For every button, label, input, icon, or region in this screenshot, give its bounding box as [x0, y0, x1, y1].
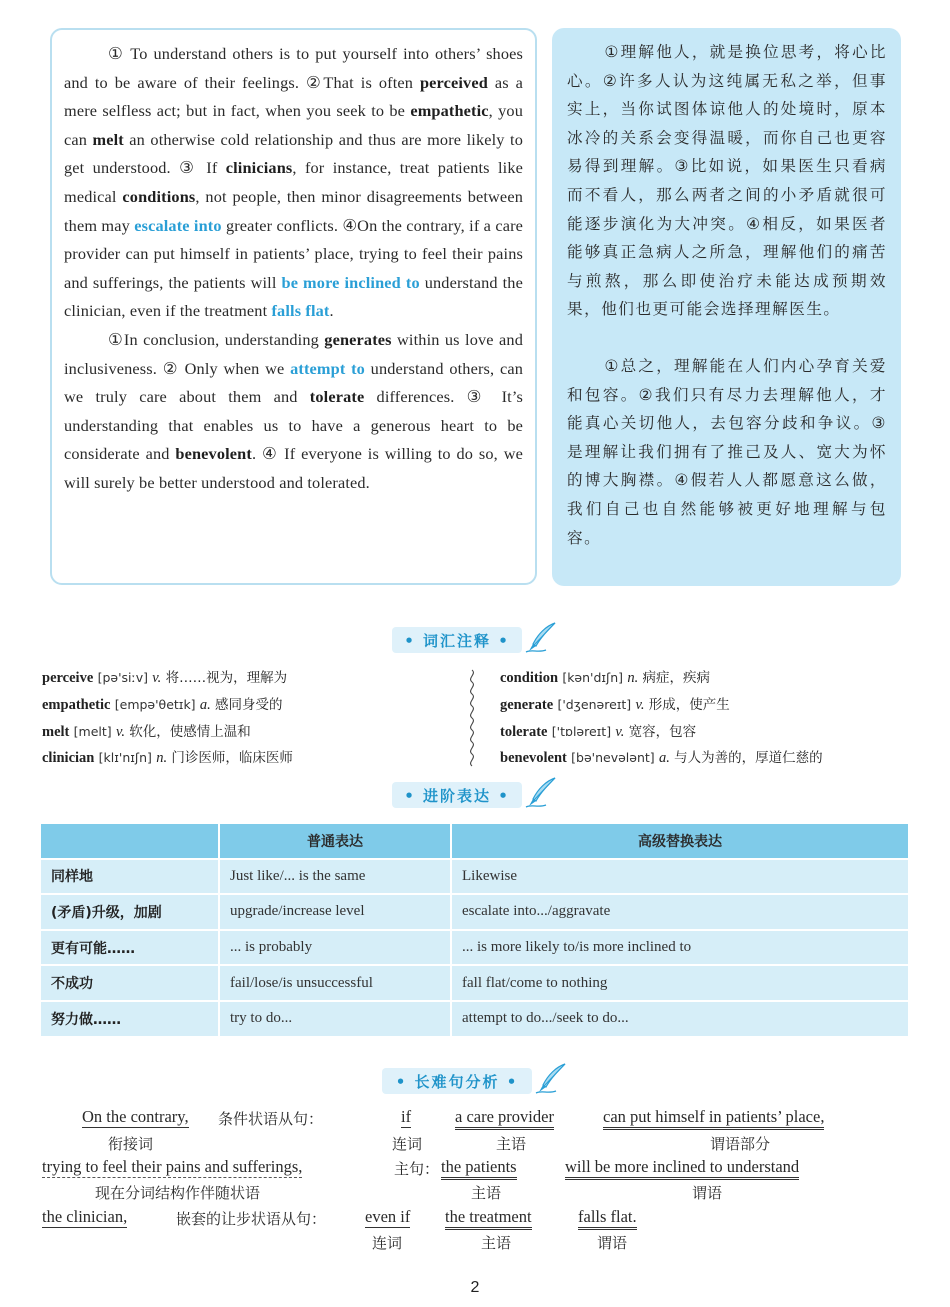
- table-row: [41, 966, 908, 1002]
- vocab-list-right: [500, 665, 823, 772]
- table-header-cell: 普通表达: [218, 824, 450, 860]
- analysis-role-label: 连词: [392, 1135, 423, 1153]
- analysis-predicate: will be more inclined to understand: [565, 1157, 799, 1180]
- analysis-subject: the treatment: [445, 1207, 532, 1230]
- analysis-role-label: 主语: [481, 1234, 512, 1252]
- table-cell: Just like/... is the same: [218, 860, 450, 896]
- table-cell: ... is more likely to/is more inclined to: [450, 931, 908, 967]
- table-row: [41, 895, 908, 931]
- table-header-cell: [41, 824, 218, 860]
- vocab-list-left: [42, 665, 293, 772]
- chinese-paragraph-1: ①理解他人，就是换位思考，将心比心。②许多人认为这纯属无私之举，但事实上，当你试图体谅他人的处境时，原本冰冷的关系会变得温暖，而你自己也更容易得到理解。③比如说，如果医生只看病而不看人，那么两者之间的小矛盾就很可能逐步演化为大冲突。④相反，如果医者能够真正急病人之所急，理解他们的痛苦与煎熬，那么即使治疗未能达成预期效果，他们也更可能会选择理解医生。: [567, 43, 887, 319]
- analysis-predicate: falls flat.: [578, 1207, 637, 1230]
- quill-pen-icon: [524, 775, 558, 809]
- analysis-role-label: 现在分词结构作伴随状语: [95, 1184, 261, 1202]
- page-number: 2: [470, 1279, 480, 1296]
- table-cell: Likewise: [450, 860, 908, 896]
- analysis-role-label: 主语: [471, 1184, 502, 1202]
- table-cell: upgrade/increase level: [218, 895, 450, 931]
- quill-pen-icon: [534, 1061, 568, 1095]
- chinese-translation-box: [552, 28, 901, 586]
- english-passage-box: [50, 28, 537, 585]
- table-cell: 不成功: [41, 966, 218, 1002]
- analysis-role-label: 谓语: [597, 1234, 628, 1252]
- table-cell: fall flat/come to nothing: [450, 966, 908, 1002]
- table-header-row: [41, 824, 908, 860]
- table-cell: escalate into.../aggravate: [450, 895, 908, 931]
- table-row: [41, 931, 908, 967]
- analysis-object: the clinician,: [42, 1207, 128, 1226]
- divider-squiggle: [465, 668, 479, 768]
- table-row: [41, 860, 908, 896]
- analysis-role-label: 谓语: [692, 1184, 723, 1202]
- analysis-role-label: 主语: [496, 1135, 527, 1153]
- analysis-clause-label: 嵌套的让步状语从句：: [176, 1210, 327, 1228]
- table-header-cell: 高级替换表达: [450, 824, 908, 860]
- table-cell: (矛盾)升级，加剧: [41, 895, 218, 931]
- analysis-connector: On the contrary,: [82, 1107, 189, 1126]
- chinese-paragraph-2: ①总之，理解能在人们内心孕育关爱和包容。②我们只有尽力去理解他人，才能真心关切他人，去包容分歧和争议。③是理解让我们拥有了推己及人、宽大为怀的博大胸襟。④假若人人都愿意这么做，我们自己也自然能够被更好地理解与包容。: [567, 356, 887, 547]
- table-row: [41, 1002, 908, 1038]
- quill-pen-icon: [524, 620, 558, 654]
- vocab-item: condition [kən'dɪʃn] n. 病症，疾病: [500, 670, 711, 686]
- analysis-section-title: • 长难句分析 •: [382, 1068, 532, 1094]
- table-cell: try to do...: [218, 1002, 450, 1038]
- advanced-expressions-table: [41, 824, 908, 1038]
- table-cell: 努力做……: [41, 1002, 218, 1038]
- english-paragraph-2: ①In conclusion, understanding generates within us love and inclusiveness. ② Only when we attempt to understand others, can we truly care about them and tolerate differences. ③ It’s understanding that enables us to have a generous heart to be considerate and benevolent. ④ If everyone is willing to do so, we will surely be better understood and tolerated.: [64, 329, 524, 492]
- english-paragraph-1: ① To understand others is to put yourself into others’ shoes and to be aware of their feelings. ②That is often perceived as a mere selfless act; but in fact, when you seek to be empathetic, you can melt an otherwise cold relationship and thus are more likely to get understood. ③ If clinicians, for instance, treat patients like medical conditions, not people, then minor disagreements between them may escalate into greater conflicts. ④On the contrary, if a care provider can put himself in patients’ place, trying to feel their pains and sufferings, the patients will be more inclined to understand the clinician, even if the treatment falls flat.: [64, 44, 524, 321]
- analysis-subject: a care provider: [455, 1107, 554, 1130]
- analysis-role-label: 连词: [372, 1234, 403, 1252]
- vocab-section-title: • 词汇注释 •: [392, 627, 522, 653]
- analysis-subject: the patients: [441, 1157, 517, 1180]
- analysis-clause-label: 主句：: [394, 1160, 440, 1178]
- analysis-clause-label: 条件状语从句：: [218, 1110, 324, 1128]
- vocab-item: benevolent [bə'nevələnt] a. 与人为善的，厚道仁慈的: [500, 750, 823, 767]
- analysis-role-label: 衔接词: [108, 1135, 154, 1153]
- analysis-participle: trying to feel their pains and sufferings,: [42, 1157, 303, 1176]
- vocab-item: clinician [klɪ'nɪʃn] n. 门诊医师，临床医师: [42, 750, 293, 767]
- vocab-item: perceive [pə'siːv] v. 将……视为，理解为: [42, 670, 288, 686]
- analysis-conjunction: even if: [365, 1207, 411, 1226]
- table-cell: fail/lose/is unsuccessful: [218, 966, 450, 1002]
- vocab-item: generate ['dʒenəreɪt] v. 形成，使产生: [500, 696, 730, 713]
- table-cell: 更有可能……: [41, 931, 218, 967]
- analysis-predicate: can put himself in patients’ place,: [603, 1107, 824, 1130]
- vocab-item: melt [melt] v. 软化，使感情上温和: [42, 723, 251, 740]
- table-cell: ... is probably: [218, 931, 450, 967]
- advanced-section-title: • 进阶表达 •: [392, 782, 522, 808]
- vocab-item: empathetic [empə'θetɪk] a. 感同身受的: [42, 696, 283, 713]
- table-cell: attempt to do.../seek to do...: [450, 1002, 908, 1038]
- table-cell: 同样地: [41, 860, 218, 896]
- analysis-conjunction: if: [401, 1107, 412, 1126]
- vocab-item: tolerate ['tɒləreɪt] v. 宽容，包容: [500, 723, 697, 740]
- analysis-role-label: 谓语部分: [710, 1135, 771, 1153]
